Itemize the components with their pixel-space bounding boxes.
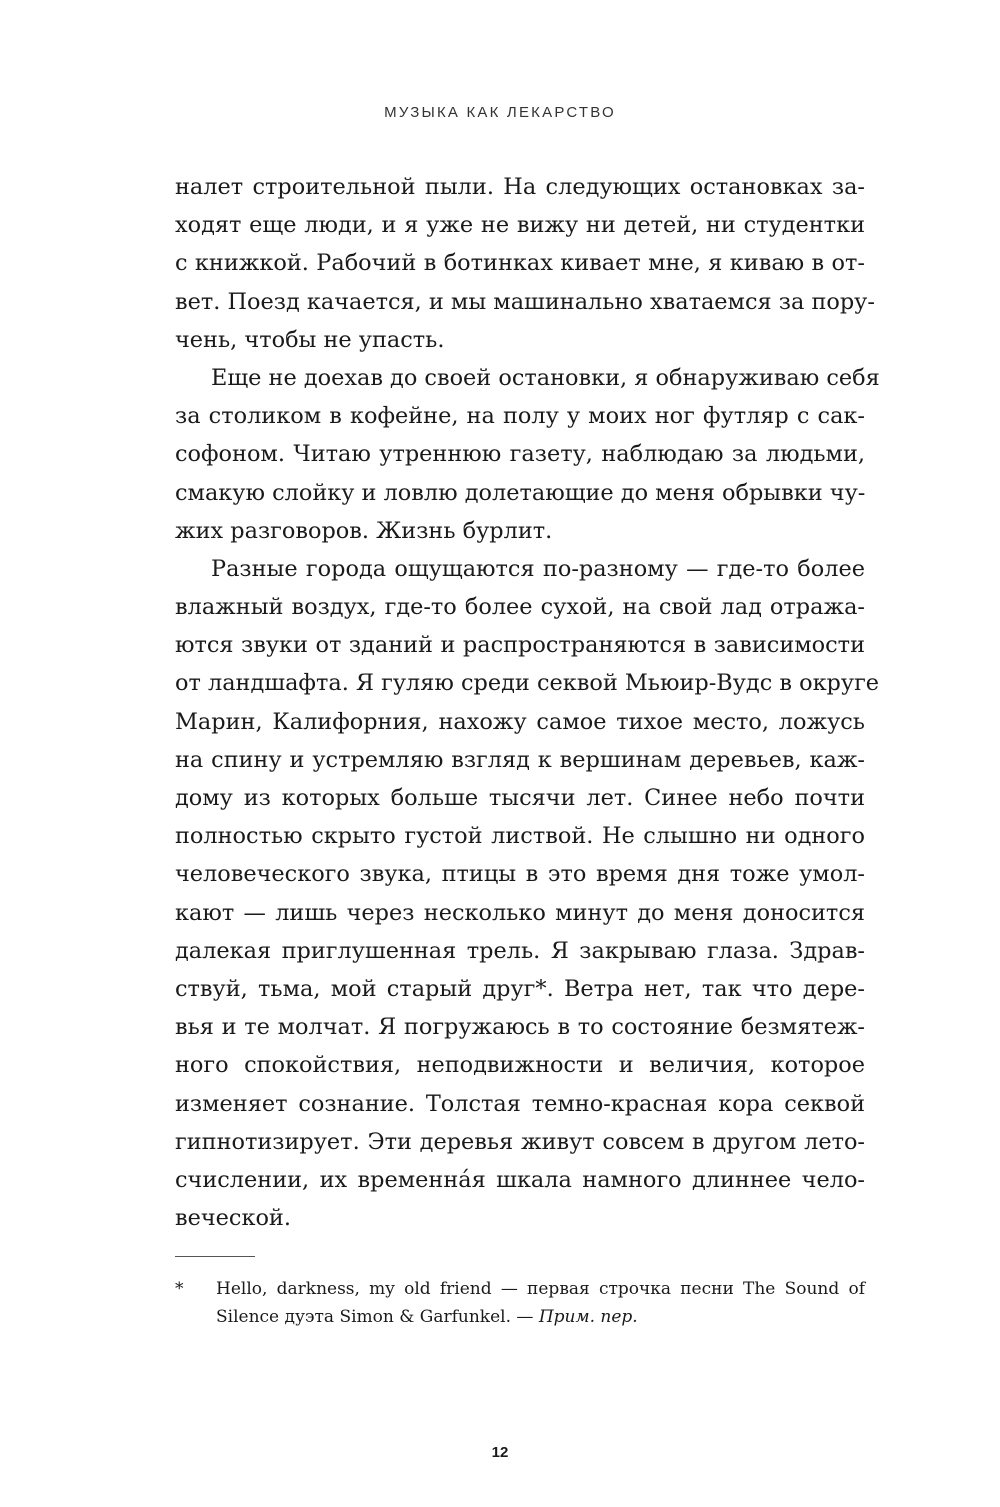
text-line: кают — лишь через несколько минут до меня доносится — [175, 899, 865, 926]
text-line: за столиком в кофейне, на полу у моих ног футляр с сак- — [175, 403, 865, 430]
text-line: счислении, их временна́я шкала намного длиннее чело- — [175, 1166, 865, 1193]
text-line: изменяет сознание. Толстая темно-красная кора секвой — [175, 1090, 865, 1117]
text-line: софоном. Читаю утреннюю газету, наблюдаю за людьми, — [175, 441, 865, 468]
text-line: на спину и устремляю взгляд к вершинам деревьев, каж- — [175, 746, 865, 773]
text-line: Разные города ощущаются по-разному — где-то более — [211, 555, 865, 582]
running-head: МУЗЫКА КАК ЛЕКАРСТВО — [384, 104, 616, 121]
text-line: смакую слойку и ловлю долетающие до меня обрывки чу- — [175, 479, 866, 506]
text-line: от ландшафта. Я гуляю среди секвой Мьюир-Вудс в округе — [175, 670, 880, 697]
footnote-line — [175, 1303, 865, 1331]
body-text — [175, 168, 880, 1237]
footnote-marker: * — [175, 1279, 184, 1299]
text-line: жих разговоров. Жизнь бурлит. — [175, 517, 553, 544]
text-line: полностью скрыто густой листвой. Не слышно ни одного — [175, 823, 865, 850]
text-line: Еще не доехав до своей остановки, я обнаруживаю себя — [211, 364, 880, 391]
text-line: ного спокойствия, неподвижности и величия, которое — [175, 1052, 865, 1079]
footnote-translator-note: Прим. пер. — [538, 1307, 638, 1327]
text-line: с книжкой. Рабочий в ботинках кивает мне, я киваю в от- — [175, 250, 865, 277]
text-line: ствуй, тьма, мой старый друг*. Ветра нет, так что дере- — [175, 975, 865, 1002]
text-line: дому из которых больше тысячи лет. Синее небо почти — [175, 785, 865, 811]
footnote — [175, 1275, 865, 1331]
text-line: вет. Поезд качается, и мы машинально хватаемся за пору- — [175, 288, 875, 315]
text-line: ходят еще люди, и я уже не вижу ни детей, ни студентки — [175, 212, 865, 239]
text-line: вья и те молчат. Я погружаюсь в то состояние безмятеж- — [175, 1014, 865, 1041]
text-line: Марин, Калифорния, нахожу самое тихое место, ложусь — [175, 708, 865, 735]
text-line: человеческого звука, птицы в это время дня тоже умол- — [175, 861, 865, 888]
text-line: налет строительной пыли. На следующих остановках за- — [175, 174, 865, 200]
text-line: веческой. — [175, 1205, 291, 1232]
page-number: 12 — [491, 1444, 509, 1461]
text-line: чень, чтобы не упасть. — [175, 326, 445, 353]
footnote-line: Hello, darkness, my old friend — первая строчка песни The Sound of — [216, 1279, 865, 1299]
text-line: гипнотизирует. Эти деревья живут совсем в другом лето- — [175, 1128, 865, 1155]
footnote-divider — [175, 1256, 255, 1257]
text-line: ются звуки от зданий и распространяются в зависимости — [175, 632, 865, 659]
text-line: далекая приглушенная трель. Я закрываю глаза. Здрав- — [175, 937, 865, 964]
text-line: влажный воздух, где-то более сухой, на свой лад отража- — [175, 594, 865, 621]
footnote-text: Silence дуэта Simon & Garfunkel. — — [216, 1307, 539, 1327]
